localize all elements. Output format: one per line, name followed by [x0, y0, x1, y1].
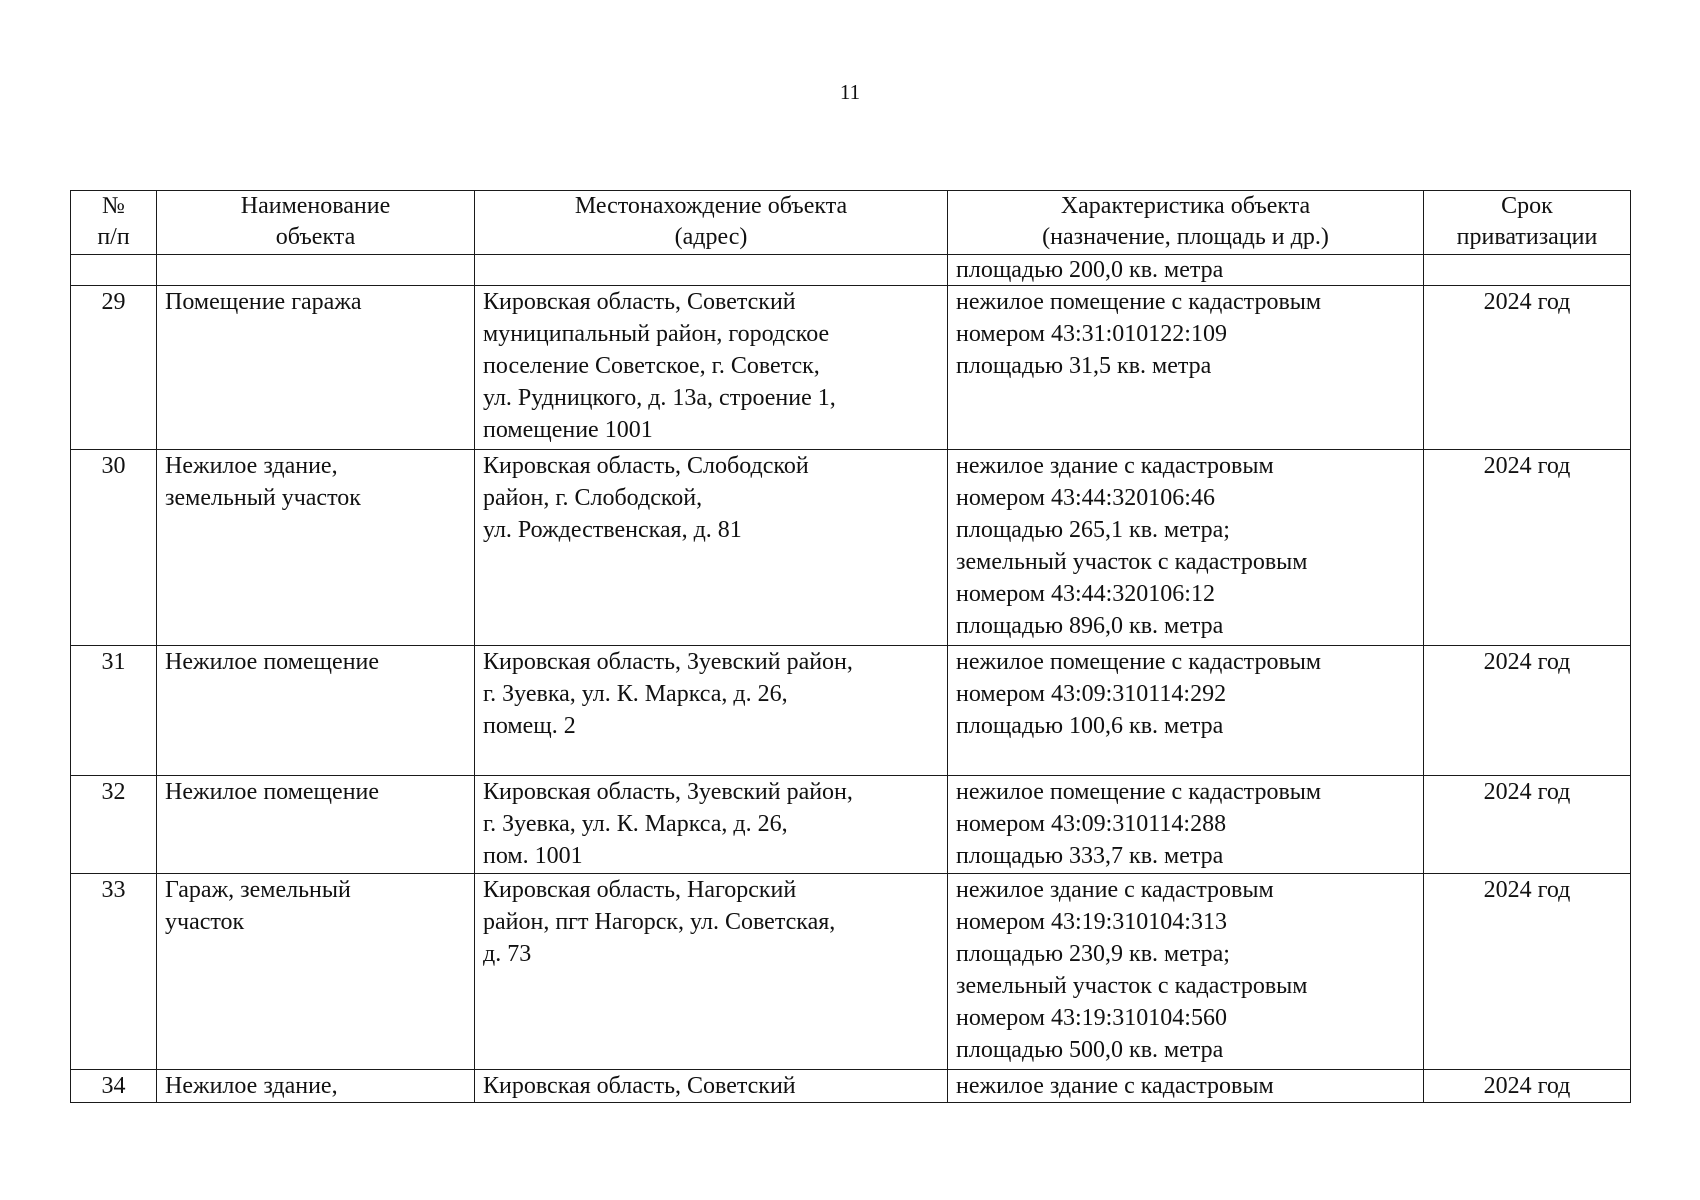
- cell-num: 31: [71, 646, 157, 776]
- cell-num: 30: [71, 450, 157, 646]
- table-row: [71, 450, 1631, 646]
- cell-characteristic: нежилое здание с кадастровым: [948, 1070, 1424, 1103]
- cell-name: Гараж, земельный участок: [157, 874, 475, 1070]
- cell-characteristic: нежилое помещение с кадастровым номером 43:09:310114:288 площадью 333,7 кв. метра: [948, 776, 1424, 874]
- table-row-continuation: [71, 255, 1631, 286]
- cell-address: Кировская область, Советский муниципальный район, городское поселение Советское, г. Советск, ул. Рудницкого, д. 13а, строение 1, помещение 1001: [475, 286, 948, 450]
- cell-address: Кировская область, Зуевский район, г. Зуевка, ул. К. Маркса, д. 26, пом. 1001: [475, 776, 948, 874]
- cell-term: [1424, 255, 1631, 286]
- cell-characteristic: нежилое помещение с кадастровым номером 43:31:010122:109 площадью 31,5 кв. метра: [948, 286, 1424, 450]
- cell-characteristic: площадью 200,0 кв. метра: [948, 255, 1424, 286]
- cell-name: Нежилое помещение: [157, 646, 475, 776]
- privatization-table: [70, 190, 1631, 1103]
- cell-num: 33: [71, 874, 157, 1070]
- cell-term: 2024 год: [1424, 874, 1631, 1070]
- table-row: [71, 646, 1631, 776]
- cell-characteristic: нежилое помещение с кадастровым номером 43:09:310114:292 площадью 100,6 кв. метра: [948, 646, 1424, 776]
- table-row: [71, 874, 1631, 1070]
- cell-address: Кировская область, Нагорский район, пгт Нагорск, ул. Советская, д. 73: [475, 874, 948, 1070]
- cell-characteristic: нежилое здание с кадастровым номером 43:19:310104:313 площадью 230,9 кв. метра; земельный участок с кадастровым номером 43:19:310104:560 площадью 500,0 кв. метра: [948, 874, 1424, 1070]
- header-characteristic: Характеристика объекта (назначение, площадь и др.): [948, 191, 1424, 255]
- cell-name: Нежилое здание,: [157, 1070, 475, 1103]
- cell-term: 2024 год: [1424, 646, 1631, 776]
- header-num: № п/п: [71, 191, 157, 255]
- cell-characteristic: нежилое здание с кадастровым номером 43:44:320106:46 площадью 265,1 кв. метра; земельный участок с кадастровым номером 43:44:320106:12 площадью 896,0 кв. метра: [948, 450, 1424, 646]
- cell-term: 2024 год: [1424, 286, 1631, 450]
- cell-name: [157, 255, 475, 286]
- cell-num: 34: [71, 1070, 157, 1103]
- cell-term: 2024 год: [1424, 776, 1631, 874]
- cell-address: [475, 255, 948, 286]
- cell-term: 2024 год: [1424, 1070, 1631, 1103]
- table-row: [71, 1070, 1631, 1103]
- cell-term: 2024 год: [1424, 450, 1631, 646]
- cell-num: [71, 255, 157, 286]
- table-row: [71, 286, 1631, 450]
- header-name: Наименование объекта: [157, 191, 475, 255]
- cell-address: Кировская область, Советский: [475, 1070, 948, 1103]
- cell-name: Нежилое помещение: [157, 776, 475, 874]
- table-header-row: [71, 191, 1631, 255]
- cell-address: Кировская область, Зуевский район, г. Зуевка, ул. К. Маркса, д. 26, помещ. 2: [475, 646, 948, 776]
- cell-num: 32: [71, 776, 157, 874]
- header-address: Местонахождение объекта (адрес): [475, 191, 948, 255]
- cell-name: Нежилое здание, земельный участок: [157, 450, 475, 646]
- cell-num: 29: [71, 286, 157, 450]
- cell-address: Кировская область, Слободской район, г. Слободской, ул. Рождественская, д. 81: [475, 450, 948, 646]
- table-row: [71, 776, 1631, 874]
- header-term: Срок приватизации: [1424, 191, 1631, 255]
- cell-name: Помещение гаража: [157, 286, 475, 450]
- page-number: 11: [839, 80, 861, 104]
